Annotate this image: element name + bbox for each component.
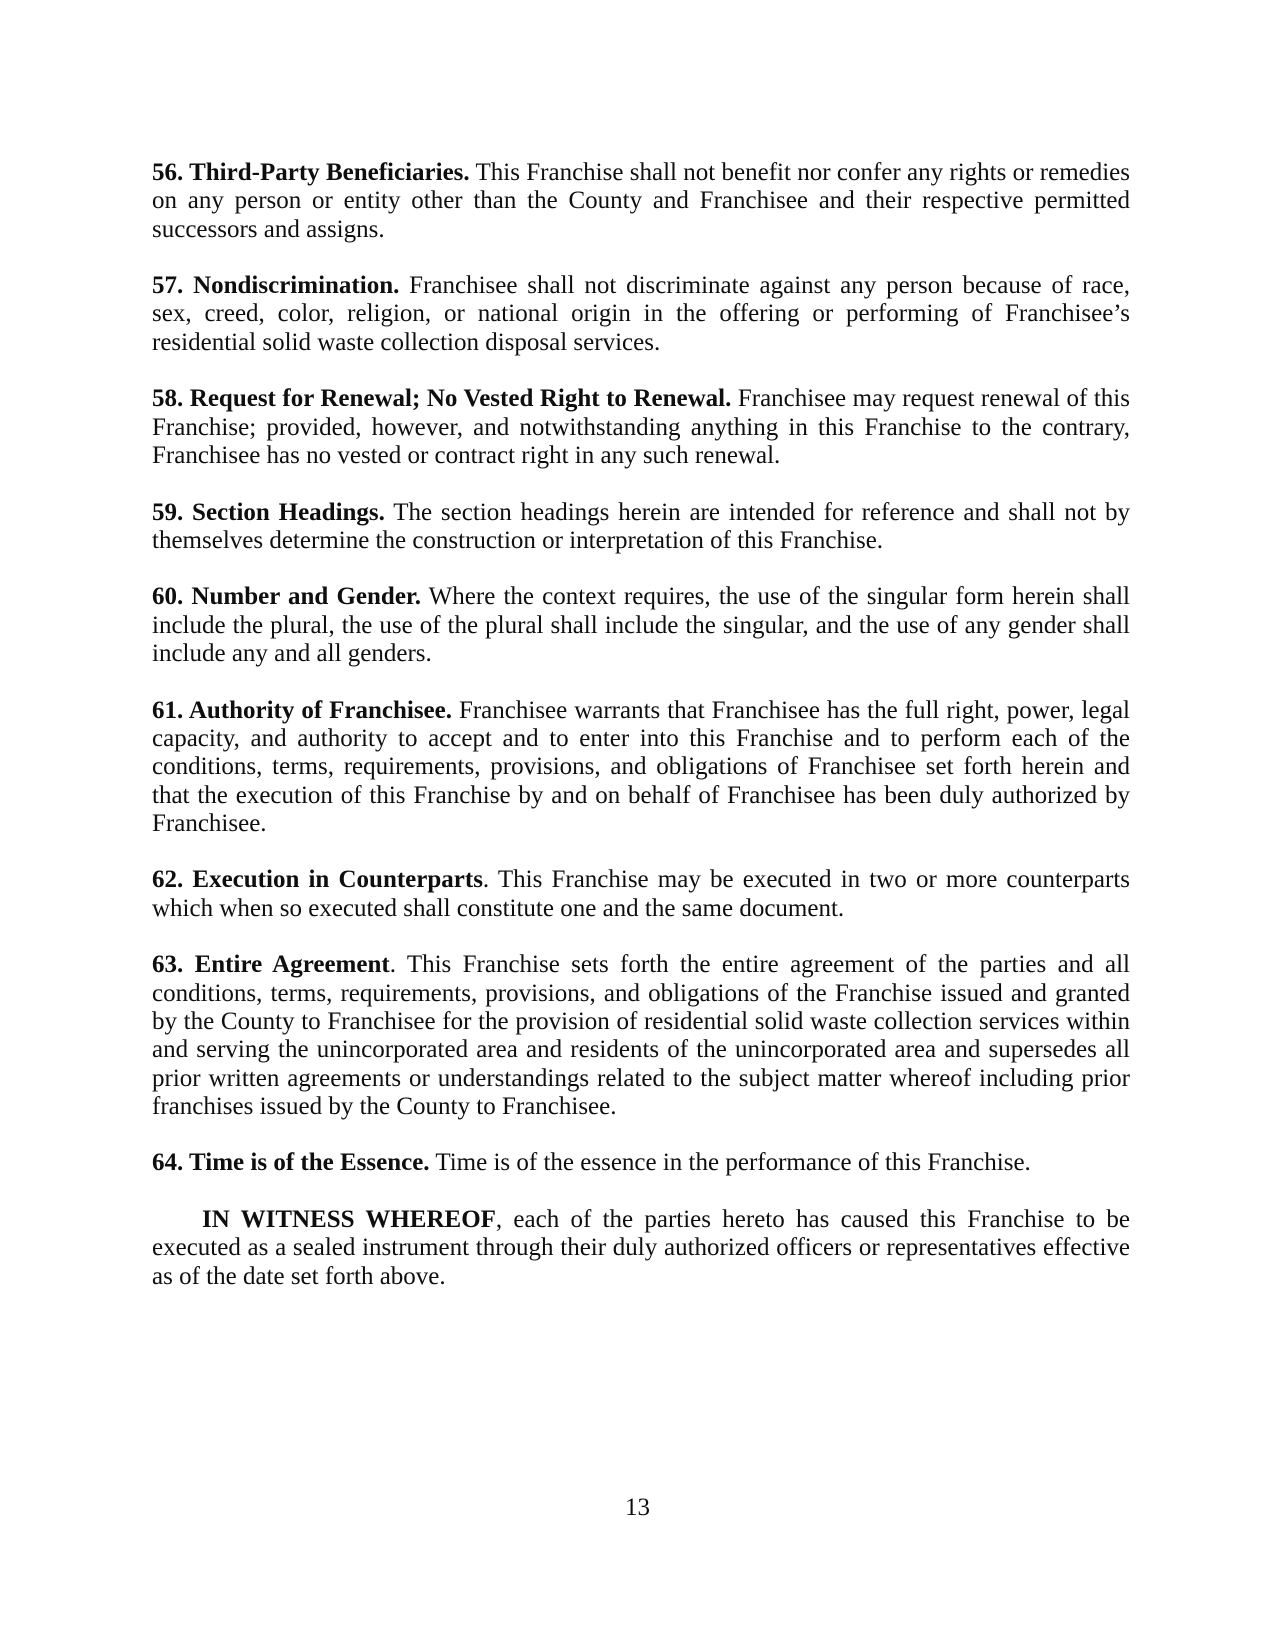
page-number: 13 [625,1494,650,1521]
section-64-time-is-of-the-essence [152,1149,1130,1177]
section-62-body: . This Franchise may be executed in two or more counterparts which when so executed shall constitute one and the same document. [152,866,1130,922]
section-63-entire-agreement [152,951,1130,1121]
section-56-heading: 56. Third-Party Beneficiaries. [152,159,470,186]
document-content [152,159,1130,1319]
section-63-body: . This Franchise sets forth the entire agreement of the parties and all conditions, terms, requirements, provisions, and obligations of the Franchise issued and granted by the County to Franchisee for the provision of residential solid waste collection services within and serving the unincorporated area and residents of the unincorporated area and supersedes all prior written agreements or understandings related to the subject matter whereof including prior franchises issued by the County to Franchisee. [152,951,1130,1120]
section-59-body: The section headings herein are intended for reference and shall not by themselves determine the construction or interpretation of this Franchise. [152,498,1131,554]
section-57-nondiscrimination [152,272,1130,357]
section-60-body: Where the context requires, the use of the singular form herein shall include the plural, the use of the plural shall include the singular, and the use of any gender shall include any and all genders. [152,583,1131,668]
section-60-number-and-gender [152,583,1130,668]
section-64-heading: 64. Time is of the Essence. [152,1149,430,1177]
section-56-third-party-beneficiaries [152,159,1130,244]
section-63-heading: 63. Entire Agreement [152,951,390,979]
closing-heading: IN WITNESS WHEREOF [202,1205,496,1233]
section-64-body: Time is of the essence in the performance of this Franchise. [429,1149,1031,1177]
section-61-body: Franchisee warrants that Franchisee has the full right, power, legal capacity, and authority to accept and to enter into this Franchise and to perform each of the conditions, terms, requirements, provisions, and obligations of Franchisee set forth herein and that the execution of this Franchise by and on behalf of Franchisee has been duly authorized by Franchisee. [152,696,1131,837]
section-58-body: Franchisee may request renewal of this Franchise; provided, however, and notwithstanding anything in this Franchise to the contrary, Franchisee has no vested or contract right in any such renewal. [152,385,1130,469]
section-61-heading: 61. Authority of Franchisee. [152,696,452,724]
section-60-heading: 60. Number and Gender. [152,583,421,611]
section-57-heading: 57. Nondiscrimination. [152,272,400,300]
section-59-section-headings [152,499,1130,556]
closing-body: , each of the parties hereto has caused this Franchise to be executed as a sealed instrument through their duly authorized officers or representatives effective as of the date set forth above. [152,1205,1130,1290]
section-57-body: Franchisee shall not discriminate against any person because of race, sex, creed, color, religion, or national origin in the offering or performing of Franchisee’s residential solid waste collection disposal services. [152,272,1130,356]
section-62-execution-in-counterparts [152,866,1130,923]
section-56-body: This Franchise shall not benefit nor confer any rights or remedies on any person or entity other than the County and Franchisee and their respective permitted successors and assigns. [152,159,1131,243]
section-61-authority-of-franchisee [152,697,1130,838]
section-62-heading: 62. Execution in Counterparts [152,866,483,894]
closing-witness-paragraph [152,1206,1130,1291]
section-58-request-for-renewal [152,385,1130,470]
section-58-heading: 58. Request for Renewal; No Vested Right to Renewal. [152,385,732,413]
section-59-heading: 59. Section Headings. [152,498,385,526]
